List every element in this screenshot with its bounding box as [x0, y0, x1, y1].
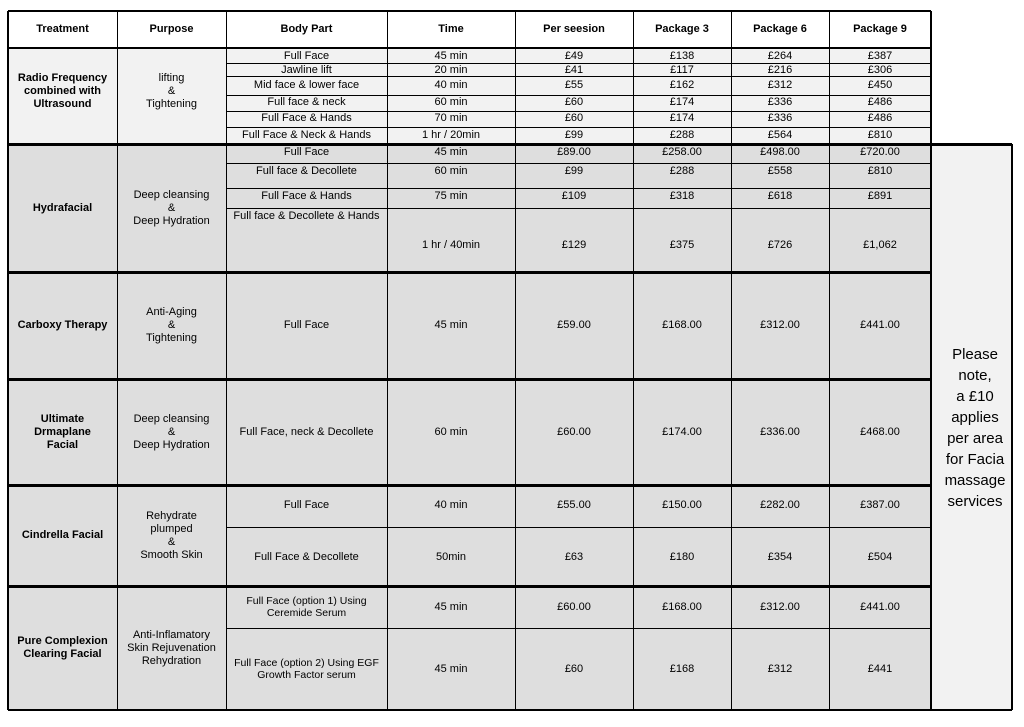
price-package-9: £1,062: [863, 239, 897, 251]
note-text: Please note, a £10 applies per area for Facia massage services: [944, 346, 1006, 510]
grid-line-h: [226, 127, 931, 128]
price-package-6: £282.00: [760, 499, 800, 511]
body-part: Full Face & Decollete: [254, 551, 359, 563]
body-part: Full face & neck: [267, 96, 346, 108]
grid-line-h: [8, 378, 931, 381]
price-package-3: £318: [669, 190, 695, 202]
price-per-session: £55: [564, 78, 584, 91]
grid-line-v: [731, 11, 732, 710]
price-per-session: £60.00: [557, 425, 591, 438]
grid-line-h: [226, 188, 931, 189]
treatment-name: Cindrella Facial: [21, 529, 104, 541]
price-package-9: £720.00: [860, 146, 900, 158]
price-package-9: £387: [867, 49, 893, 62]
grid-line-h: [8, 271, 931, 274]
price-package-3: £174: [669, 112, 695, 124]
body-part: Full Face: [283, 499, 330, 511]
price-package-3: £174.00: [662, 425, 702, 438]
price-package-6: £354: [767, 551, 793, 563]
price-package-6: £558: [767, 165, 793, 177]
price-package-6: £726: [767, 239, 793, 251]
grid-line-h: [8, 47, 931, 49]
price-package-9: £810: [867, 165, 893, 177]
body-part: Full Face & Neck & Hands: [242, 128, 371, 141]
body-part: Full Face (option 1) Using Ceremide Serum: [246, 595, 367, 619]
purpose-text: Rehydrate plumped & Smooth Skin: [140, 509, 203, 561]
time: 60 min: [434, 425, 468, 438]
price-per-session: £49: [564, 49, 584, 62]
purpose-text: lifting & Tightening: [146, 72, 197, 110]
price-package-6: £312: [767, 662, 793, 675]
price-package-9: £810: [867, 128, 893, 141]
price-package-3: £288: [669, 165, 695, 177]
time: 50min: [436, 551, 466, 563]
grid-line-v: [829, 11, 830, 710]
price-per-session: £99: [564, 165, 584, 177]
grid-line-h: [8, 484, 931, 487]
body-part: Full Face: [283, 146, 330, 158]
price-package-3: £375: [669, 239, 695, 251]
column-header: Body Part: [280, 23, 333, 35]
price-package-6: £312.00: [760, 319, 800, 331]
price-package-3: £180: [669, 551, 695, 563]
grid-line-h: [226, 63, 931, 64]
treatment-name: Hydrafacial: [32, 201, 93, 214]
price-per-session: £60: [564, 96, 584, 108]
grid-line-v: [930, 11, 932, 710]
column-header: Package 9: [853, 23, 907, 35]
time: 75 min: [434, 190, 468, 202]
price-package-6: £264: [767, 49, 793, 62]
price-package-3: £288: [669, 128, 695, 141]
body-part: Full Face (option 2) Using EGF Growth Factor serum: [234, 657, 379, 681]
time: 60 min: [434, 165, 468, 177]
time: 20 min: [434, 64, 468, 76]
price-package-3: £150.00: [662, 499, 702, 511]
price-per-session: £99: [564, 128, 584, 141]
price-package-9: £441.00: [860, 319, 900, 331]
price-package-9: £441: [867, 662, 893, 675]
grid-line-v: [117, 11, 118, 710]
price-package-6: £216: [767, 64, 793, 76]
price-per-session: £109: [561, 190, 587, 202]
time: 1 hr / 20min: [421, 128, 481, 141]
grid-line-v: [515, 11, 516, 710]
time: 60 min: [434, 96, 468, 108]
price-package-6: £498.00: [760, 146, 800, 158]
price-package-3: £138: [669, 49, 695, 62]
price-per-session: £60: [564, 112, 584, 124]
price-package-9: £450: [867, 78, 893, 91]
column-header: Time: [438, 23, 464, 35]
time: 45 min: [434, 600, 468, 613]
price-per-session: £55.00: [557, 499, 591, 511]
grid-line-h: [226, 163, 931, 164]
price-package-3: £168: [669, 662, 695, 675]
grid-line-v: [633, 11, 634, 710]
price-per-session: £41: [564, 64, 584, 76]
grid-line-h: [226, 208, 931, 209]
price-per-session: £59.00: [557, 319, 591, 331]
body-part: Full Face & Hands: [261, 112, 352, 124]
column-header: Purpose: [149, 23, 194, 35]
price-package-9: £486: [867, 112, 893, 124]
price-package-9: £468.00: [860, 425, 900, 438]
treatment-name: Carboxy Therapy: [17, 319, 108, 331]
grid-line-h: [8, 585, 931, 588]
price-per-session: £60: [564, 662, 584, 675]
grid-line-h: [8, 10, 931, 12]
time: 70 min: [434, 112, 468, 124]
grid-line-h: [226, 76, 931, 77]
price-package-9: £441.00: [860, 600, 900, 613]
time: 45 min: [434, 49, 468, 62]
body-part: Full face & Decollete & Hands: [233, 210, 380, 222]
grid-line-v: [226, 11, 227, 710]
grid-line-v: [387, 11, 388, 710]
column-header: Package 3: [655, 23, 709, 35]
body-part: Mid face & lower face: [253, 78, 360, 91]
grid-line-h: [226, 95, 931, 96]
price-package-6: £336: [767, 96, 793, 108]
grid-line-h: [226, 628, 931, 629]
treatment-name: Pure Complexion Clearing Facial: [17, 635, 108, 660]
time: 40 min: [434, 78, 468, 91]
treatment-name: Radio Frequency combined with Ultrasound: [17, 72, 108, 110]
column-header: Treatment: [36, 23, 89, 35]
price-package-6: £312: [767, 78, 793, 91]
column-header: Per seesion: [543, 23, 605, 35]
price-per-session: £60.00: [557, 600, 591, 613]
grid-line-v: [7, 11, 9, 710]
grid-line-h: [8, 709, 1012, 711]
price-package-9: £306: [867, 64, 893, 76]
body-part: Full Face: [283, 49, 330, 62]
price-per-session: £89.00: [557, 146, 591, 158]
body-part: Full face & Decollete: [256, 165, 357, 177]
price-package-9: £504: [867, 551, 893, 563]
price-package-6: £312.00: [760, 600, 800, 613]
purpose-text: Anti-Aging & Tightening: [146, 306, 197, 344]
price-package-3: £174: [669, 96, 695, 108]
price-package-6: £336: [767, 112, 793, 124]
body-part: Full Face & Hands: [261, 190, 352, 202]
grid-line-h: [8, 143, 1012, 146]
price-package-9: £891: [867, 190, 893, 202]
price-package-6: £336.00: [760, 425, 800, 438]
time: 45 min: [434, 662, 468, 675]
price-package-9: £387.00: [860, 499, 900, 511]
grid-line-h: [226, 527, 931, 528]
price-package-3: £168.00: [662, 600, 702, 613]
price-per-session: £129: [561, 239, 587, 251]
purpose-text: Anti-Inflamatory Skin Rejuvenation Rehydration: [127, 628, 216, 667]
price-package-6: £618: [767, 190, 793, 202]
price-package-6: £564: [767, 128, 793, 141]
time: 45 min: [434, 319, 468, 331]
price-package-3: £117: [670, 64, 694, 76]
body-part: Full Face, neck & Decollete: [239, 425, 374, 438]
price-package-3: £168.00: [662, 319, 702, 331]
grid-line-h: [226, 111, 931, 112]
body-part: Full Face: [283, 319, 330, 331]
treatment-name: Ultimate Drmaplane Facial: [34, 412, 91, 451]
purpose-text: Deep cleansing & Deep Hydration: [133, 412, 210, 451]
time: 45 min: [434, 146, 468, 158]
time: 1 hr / 40min: [421, 239, 481, 251]
price-per-session: £63: [564, 551, 584, 563]
body-part: Jawline lift: [281, 64, 332, 76]
column-header: Package 6: [753, 23, 807, 35]
price-package-3: £258.00: [662, 146, 702, 158]
price-package-9: £486: [867, 96, 893, 108]
purpose-text: Deep cleansing & Deep Hydration: [133, 188, 210, 227]
time: 40 min: [434, 499, 468, 511]
price-package-3: £162: [669, 78, 695, 91]
